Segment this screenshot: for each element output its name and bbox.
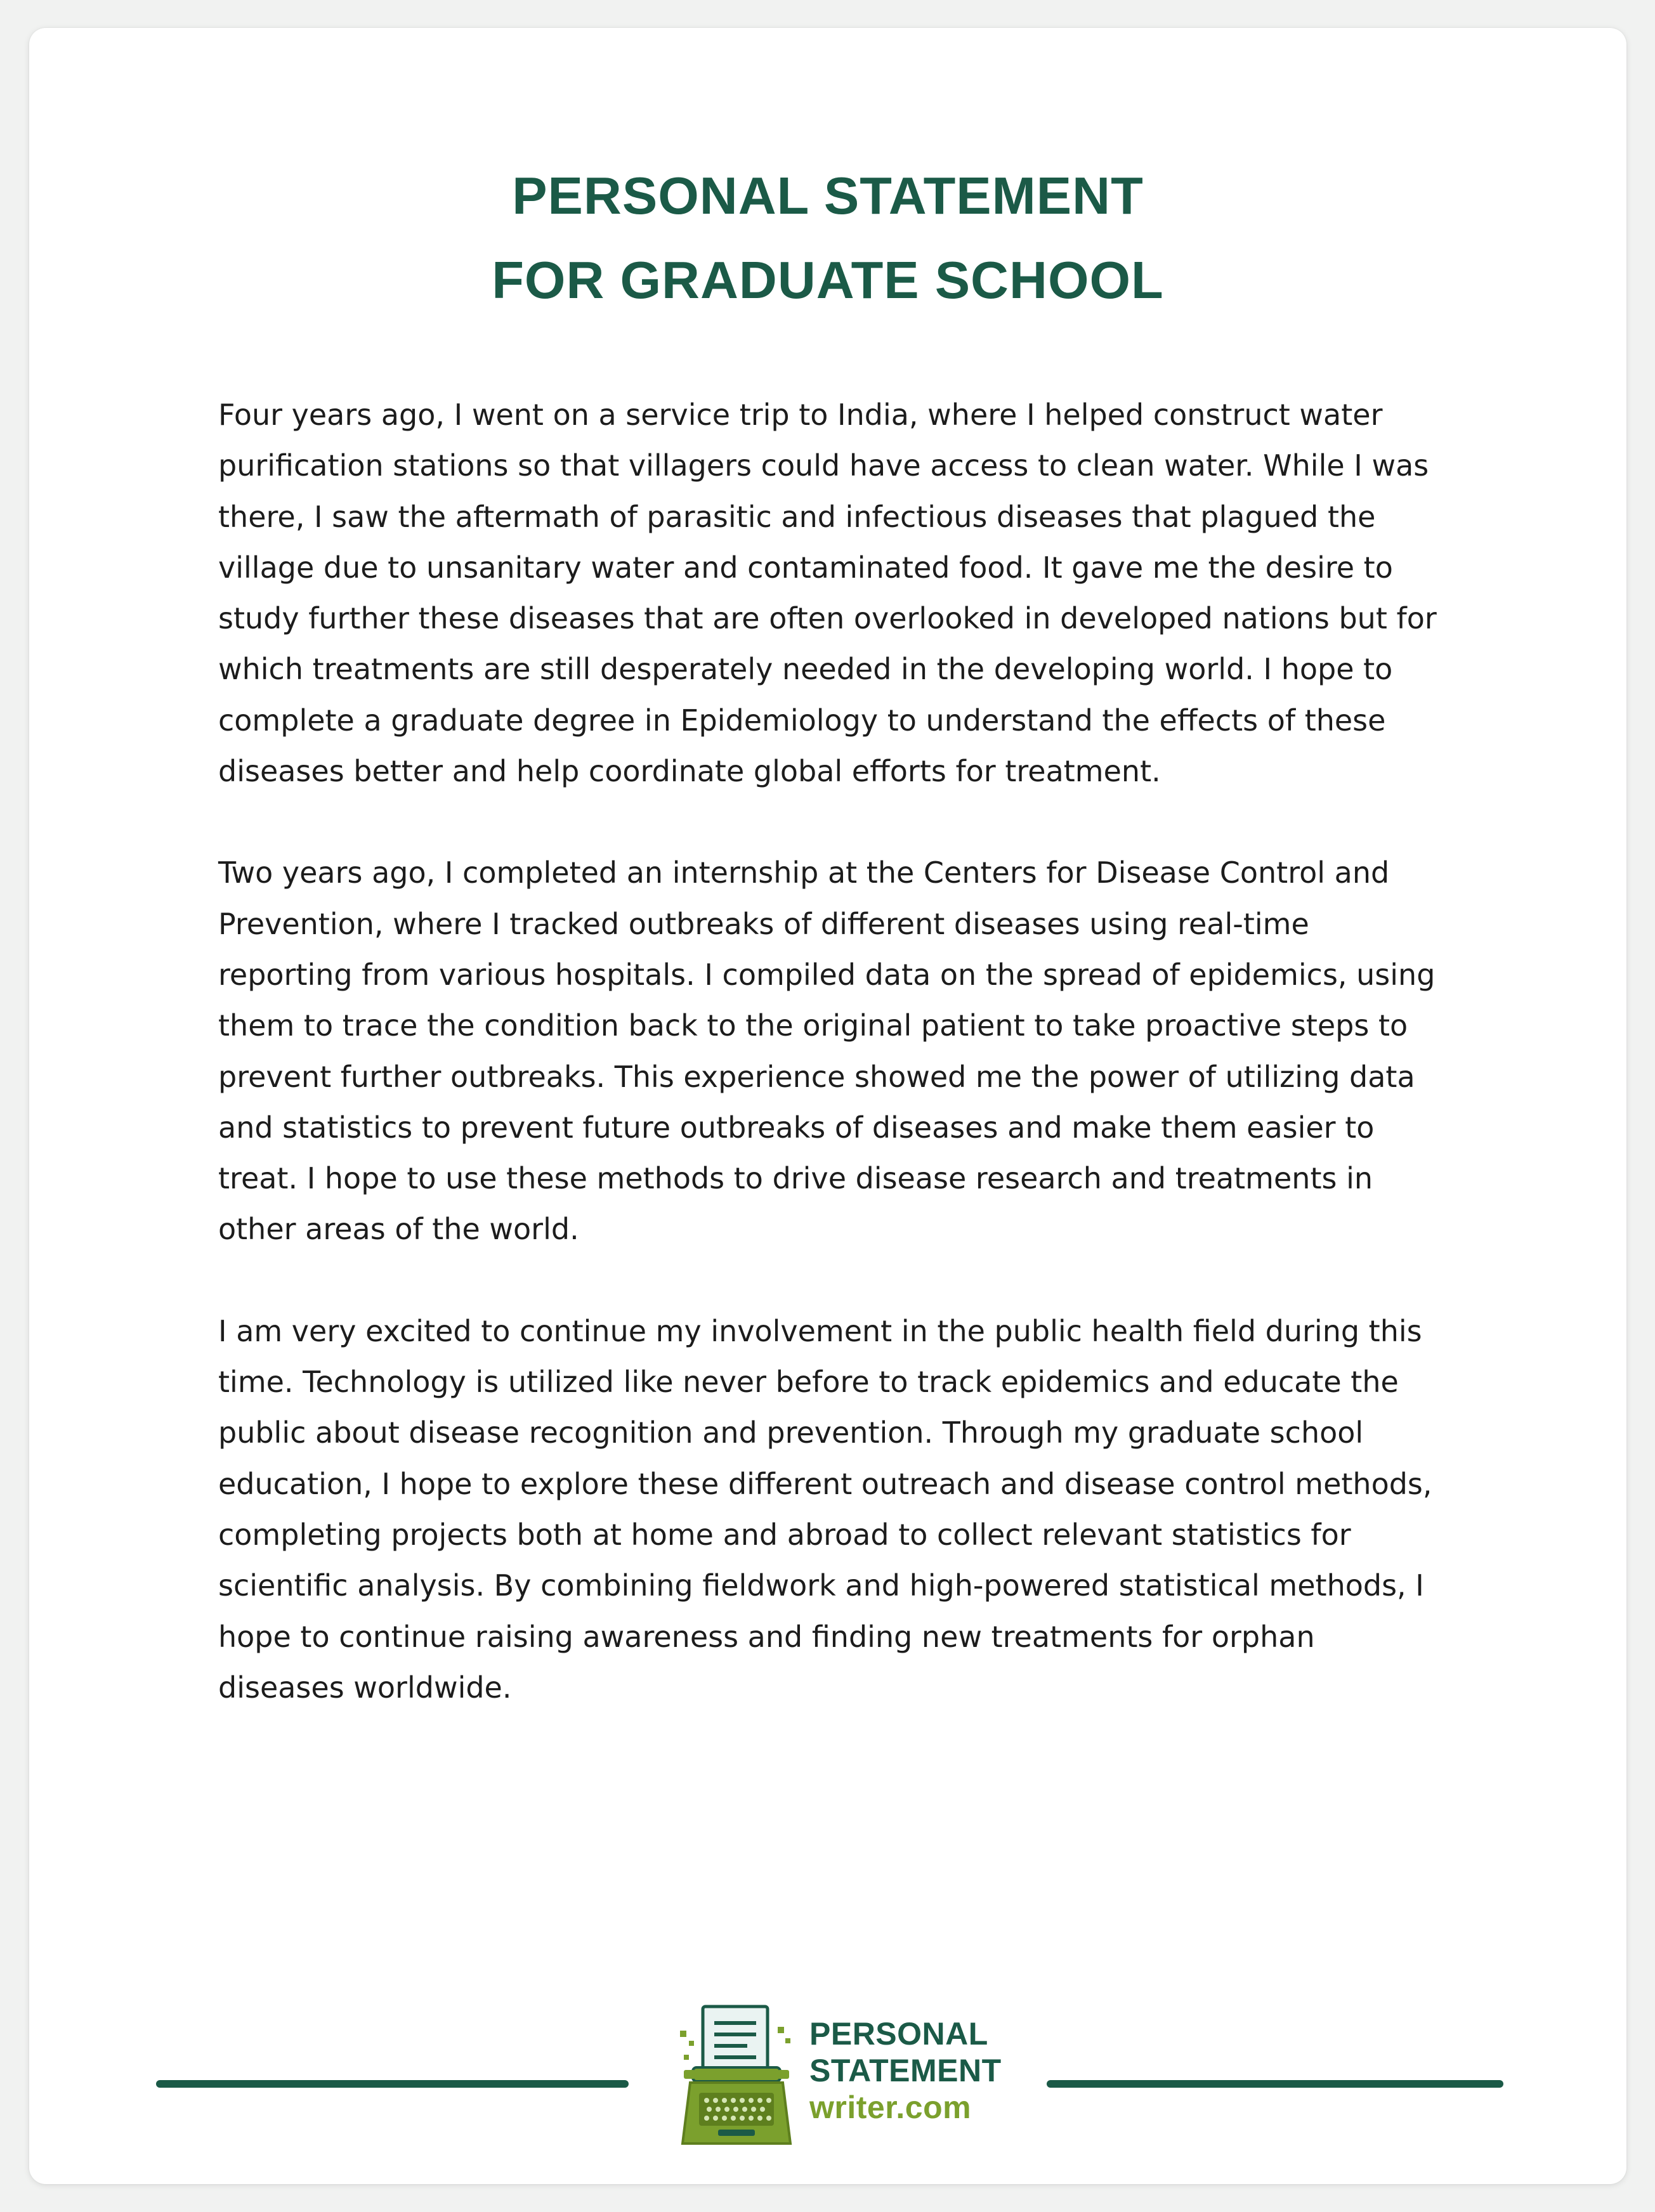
logo-line-1: PERSONAL [809,2016,988,2052]
document-page [29,28,1626,2184]
text-line: Two years ago, I completed an internship at the Centers for Disease Control and [218,856,1390,890]
logo-wordmark [809,2015,1002,2126]
text-line: diseases worldwide. [218,1670,512,1705]
text-line: and statistics to prevent future outbreaks of diseases and make them easier to [218,1110,1375,1145]
text-line: village due to unsanitary water and contaminated food. It gave me the desire to [218,550,1393,585]
footer-rule-right [1047,2080,1503,2088]
site-logo[interactable] [676,2004,1031,2150]
text-line: scientific analysis. By combining fieldwork and high-powered statistical methods, I [218,1568,1424,1603]
logo-domain: writer.com [809,2090,972,2125]
text-line: which treatments are still desperately needed in the developing world. I hope to [218,652,1393,687]
typewriter-icon [676,2004,797,2150]
paragraph-2 [218,847,1481,1254]
statement-body [218,389,1481,1764]
footer-rule-left [156,2080,629,2088]
text-line: diseases better and help coordinate global efforts for treatment. [218,754,1161,789]
page-title [29,153,1626,322]
text-line: Prevention, where I tracked outbreaks of different diseases using real-time [218,906,1309,941]
text-line: hope to continue raising awareness and finding new treatments for orphan [218,1619,1315,1654]
text-line: prevent further outbreaks. This experience showed me the power of utilizing data [218,1059,1415,1094]
text-line: purification stations so that villagers could have access to clean water. While I was [218,448,1429,483]
logo-line-2: STATEMENT [809,2053,1002,2088]
paragraph-3 [218,1306,1481,1713]
text-line: treat. I hope to use these methods to drive disease research and treatments in [218,1161,1373,1196]
text-line: education, I hope to explore these different outreach and disease control methods, [218,1466,1432,1501]
text-line: study further these diseases that are often overlooked in developed nations but for [218,601,1437,636]
text-line: them to trace the condition back to the original patient to take proactive steps to [218,1008,1408,1043]
text-line: complete a graduate degree in Epidemiology to understand the effects of these [218,703,1386,738]
text-line: there, I saw the aftermath of parasitic and infectious diseases that plagued the [218,499,1376,534]
text-line: other areas of the world. [218,1212,579,1247]
text-line: I am very excited to continue my involvement in the public health field during this [218,1313,1422,1348]
title-line-1: PERSONAL STATEMENT [512,166,1144,225]
text-line: public about disease recognition and prevention. Through my graduate school [218,1415,1364,1450]
text-line: time. Technology is utilized like never before to track epidemics and educate the [218,1365,1399,1400]
paragraph-1 [218,389,1481,797]
text-line: Four years ago, I went on a service trip to India, where I helped construct water [218,398,1383,432]
title-line-2: FOR GRADUATE SCHOOL [492,250,1164,309]
text-line: completing projects both at home and abroad to collect relevant statistics for [218,1517,1351,1552]
text-line: reporting from various hospitals. I compiled data on the spread of epidemics, using [218,957,1436,992]
